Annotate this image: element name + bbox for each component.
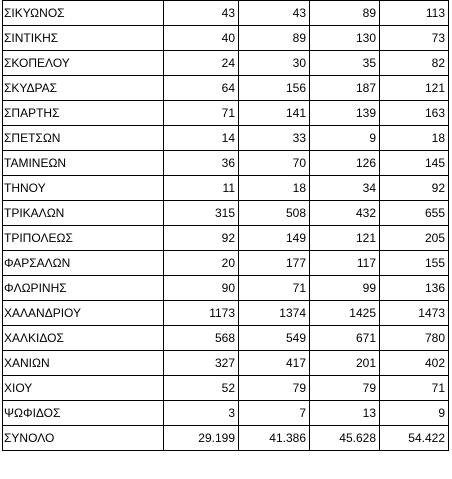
- table-row: [3, 351, 449, 376]
- table-row: [3, 326, 449, 351]
- value-cell: 34: [310, 176, 380, 201]
- total-row: [3, 426, 449, 451]
- value-cell: 187: [310, 76, 380, 101]
- value-cell: 71: [380, 376, 449, 401]
- table-row: [3, 376, 449, 401]
- value-cell: 568: [164, 326, 239, 351]
- value-cell: 3: [164, 401, 239, 426]
- value-cell: 89: [239, 26, 310, 51]
- value-cell: 315: [164, 201, 239, 226]
- total-value-cell: 54.422: [380, 426, 449, 451]
- row-name-cell: ΤΡΙΚΑΛΩΝ: [3, 201, 164, 226]
- value-cell: 40: [164, 26, 239, 51]
- value-cell: 113: [380, 1, 449, 26]
- table-row: [3, 1, 449, 26]
- value-cell: 205: [380, 226, 449, 251]
- value-cell: 33: [239, 126, 310, 151]
- value-cell: 36: [164, 151, 239, 176]
- value-cell: 121: [310, 226, 380, 251]
- table-body: [3, 1, 449, 451]
- row-name-cell: ΤΡΙΠΟΛΕΩΣ: [3, 226, 164, 251]
- table-row: [3, 201, 449, 226]
- value-cell: 1173: [164, 301, 239, 326]
- total-value-cell: 41.386: [239, 426, 310, 451]
- table-row: [3, 301, 449, 326]
- value-cell: 71: [239, 276, 310, 301]
- value-cell: 201: [310, 351, 380, 376]
- value-cell: 30: [239, 51, 310, 76]
- table-row: [3, 101, 449, 126]
- value-cell: 64: [164, 76, 239, 101]
- value-cell: 177: [239, 251, 310, 276]
- value-cell: 139: [310, 101, 380, 126]
- total-value-cell: 45.628: [310, 426, 380, 451]
- value-cell: 82: [380, 51, 449, 76]
- value-cell: 1374: [239, 301, 310, 326]
- data-table: [2, 0, 449, 451]
- value-cell: 43: [164, 1, 239, 26]
- total-value-cell: 29.199: [164, 426, 239, 451]
- value-cell: 92: [164, 226, 239, 251]
- value-cell: 141: [239, 101, 310, 126]
- value-cell: 163: [380, 101, 449, 126]
- row-name-cell: ΣΙΝΤΙΚΗΣ: [3, 26, 164, 51]
- value-cell: 92: [380, 176, 449, 201]
- value-cell: 89: [310, 1, 380, 26]
- value-cell: 24: [164, 51, 239, 76]
- value-cell: 7: [239, 401, 310, 426]
- row-name-cell: ΣΚΥΔΡΑΣ: [3, 76, 164, 101]
- value-cell: 13: [310, 401, 380, 426]
- row-name-cell: ΣΠΕΤΣΩΝ: [3, 126, 164, 151]
- row-name-cell: ΧΙΟΥ: [3, 376, 164, 401]
- value-cell: 780: [380, 326, 449, 351]
- value-cell: 145: [380, 151, 449, 176]
- value-cell: 508: [239, 201, 310, 226]
- value-cell: 432: [310, 201, 380, 226]
- value-cell: 130: [310, 26, 380, 51]
- value-cell: 671: [310, 326, 380, 351]
- value-cell: 327: [164, 351, 239, 376]
- row-name-cell: ΤΗΝΟΥ: [3, 176, 164, 201]
- value-cell: 79: [310, 376, 380, 401]
- value-cell: 655: [380, 201, 449, 226]
- table-row: [3, 51, 449, 76]
- table-row: [3, 226, 449, 251]
- row-name-cell: ΨΩΦΙΔΟΣ: [3, 401, 164, 426]
- table-row: [3, 151, 449, 176]
- table-row: [3, 26, 449, 51]
- row-name-cell: ΤΑΜΙΝΕΩΝ: [3, 151, 164, 176]
- row-name-cell: ΣΚΟΠΕΛΟΥ: [3, 51, 164, 76]
- row-name-cell: ΣΠΑΡΤΗΣ: [3, 101, 164, 126]
- value-cell: 1473: [380, 301, 449, 326]
- row-name-cell: ΧΑΝΙΩΝ: [3, 351, 164, 376]
- total-label-cell: ΣΥΝΟΛΟ: [3, 426, 164, 451]
- value-cell: 52: [164, 376, 239, 401]
- value-cell: 1425: [310, 301, 380, 326]
- value-cell: 156: [239, 76, 310, 101]
- value-cell: 70: [239, 151, 310, 176]
- value-cell: 9: [310, 126, 380, 151]
- table-row: [3, 126, 449, 151]
- value-cell: 99: [310, 276, 380, 301]
- value-cell: 136: [380, 276, 449, 301]
- value-cell: 18: [239, 176, 310, 201]
- value-cell: 402: [380, 351, 449, 376]
- value-cell: 43: [239, 1, 310, 26]
- row-name-cell: ΦΑΡΣΑΛΩΝ: [3, 251, 164, 276]
- value-cell: 126: [310, 151, 380, 176]
- value-cell: 155: [380, 251, 449, 276]
- value-cell: 71: [164, 101, 239, 126]
- table-row: [3, 251, 449, 276]
- table-row: [3, 176, 449, 201]
- table-row: [3, 76, 449, 101]
- value-cell: 14: [164, 126, 239, 151]
- value-cell: 20: [164, 251, 239, 276]
- value-cell: 35: [310, 51, 380, 76]
- value-cell: 73: [380, 26, 449, 51]
- value-cell: 549: [239, 326, 310, 351]
- value-cell: 18: [380, 126, 449, 151]
- row-name-cell: ΣΙΚΥΩΝΟΣ: [3, 1, 164, 26]
- value-cell: 79: [239, 376, 310, 401]
- value-cell: 117: [310, 251, 380, 276]
- row-name-cell: ΦΛΩΡΙΝΗΣ: [3, 276, 164, 301]
- value-cell: 149: [239, 226, 310, 251]
- row-name-cell: ΧΑΛΑΝΔΡΙΟΥ: [3, 301, 164, 326]
- value-cell: 11: [164, 176, 239, 201]
- value-cell: 90: [164, 276, 239, 301]
- table-row: [3, 276, 449, 301]
- row-name-cell: ΧΑΛΚΙΔΟΣ: [3, 326, 164, 351]
- value-cell: 121: [380, 76, 449, 101]
- value-cell: 9: [380, 401, 449, 426]
- table-row: [3, 401, 449, 426]
- value-cell: 417: [239, 351, 310, 376]
